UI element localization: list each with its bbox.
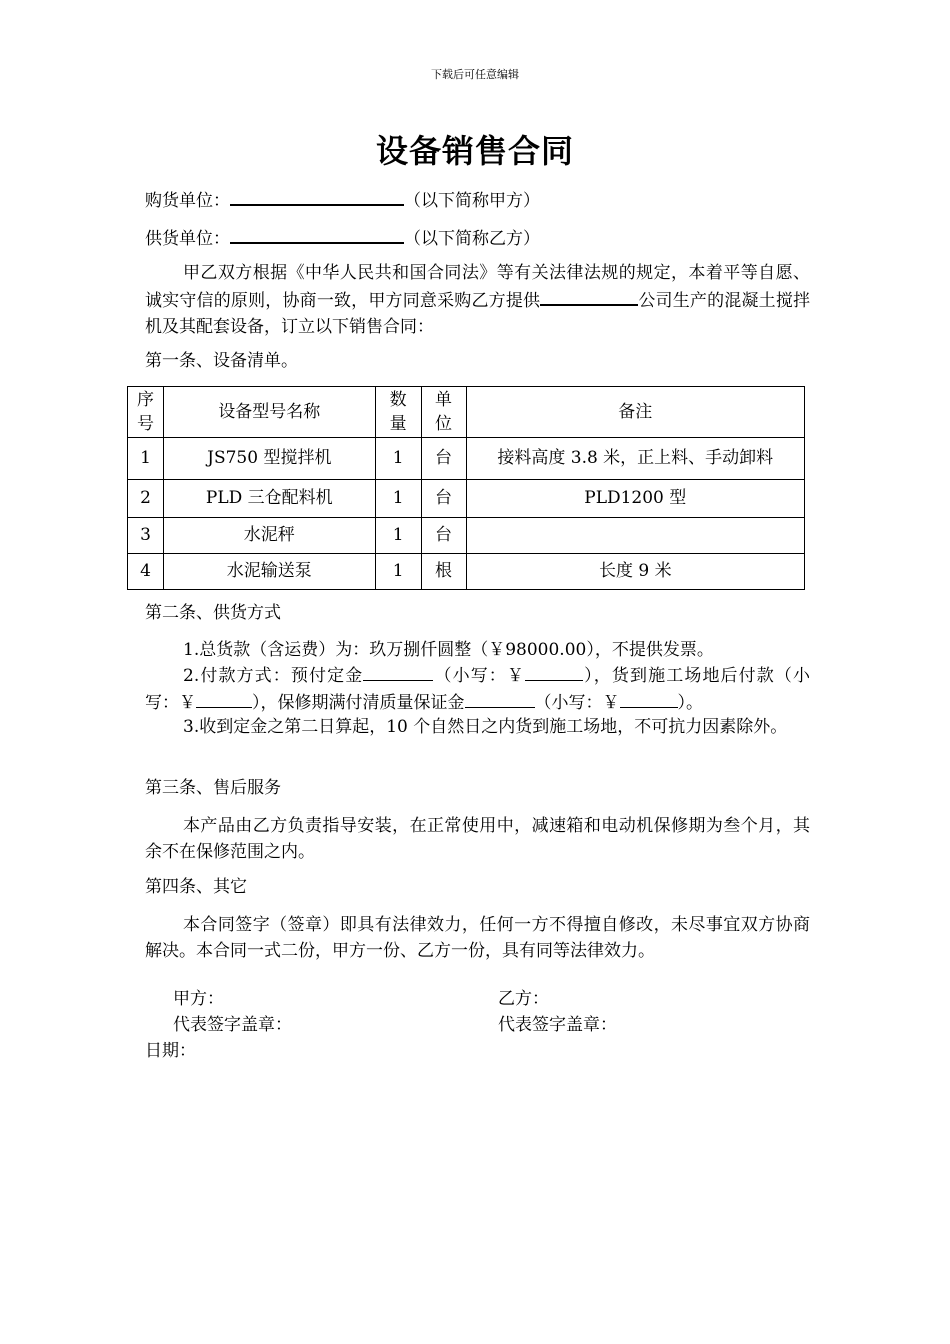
row-note: 接料高度 3.8 米，正上料、手动卸料 xyxy=(466,438,804,480)
header-qty xyxy=(375,387,421,438)
header-qty-text: 数量 xyxy=(389,389,407,434)
supplier-company-blank[interactable] xyxy=(540,286,638,306)
warranty-deposit-blank[interactable] xyxy=(465,689,535,708)
buyer-blank[interactable] xyxy=(230,186,404,206)
buyer-line xyxy=(145,186,810,214)
row-unit: 台 xyxy=(421,438,466,480)
deposit-blank[interactable] xyxy=(363,662,433,681)
row-qty: 1 xyxy=(375,518,421,554)
table-row xyxy=(128,438,805,480)
item2-e: （小写：￥ xyxy=(534,693,620,713)
row-note xyxy=(466,518,804,554)
row-no: 2 xyxy=(128,480,164,518)
document-title: 设备销售合同 xyxy=(375,132,574,170)
article2-item2 xyxy=(145,662,810,716)
delivery-amount-blank[interactable] xyxy=(196,689,252,708)
item2-a: 2.付款方式：预付定金 xyxy=(183,666,364,686)
article2-item1: 1.总货款（含运费）为：玖万捌仟圆整（￥98000.00），不提供发票。 xyxy=(183,640,714,660)
row-name: 水泥秤 xyxy=(163,518,375,554)
header-unit xyxy=(421,387,466,438)
row-no: 4 xyxy=(128,554,164,590)
seller-label: 供货单位： xyxy=(145,229,230,249)
table-row xyxy=(128,518,805,554)
deposit-amount-blank[interactable] xyxy=(525,662,583,681)
seller-suffix: （以下简称乙方） xyxy=(404,229,540,249)
warranty-amount-blank[interactable] xyxy=(620,689,678,708)
row-name: JS750 型搅拌机 xyxy=(163,438,375,480)
row-name: 水泥输送泵 xyxy=(163,554,375,590)
item2-d: ），保修期满付清质量保证金 xyxy=(252,693,465,713)
row-no: 3 xyxy=(128,518,164,554)
item2-b: （小写：￥ xyxy=(433,666,526,686)
seller-line xyxy=(145,224,810,252)
header-unit-text: 单位 xyxy=(435,389,453,434)
equipment-table xyxy=(127,386,805,590)
intro-paragraph xyxy=(145,260,810,340)
date-label: 日期： xyxy=(145,1041,196,1061)
header-note: 下载后可任意编辑 xyxy=(431,68,519,81)
header-no-text: 序号 xyxy=(136,389,154,434)
rep-a-label: 代表签字盖章： xyxy=(173,1015,292,1035)
row-note: PLD1200 型 xyxy=(466,480,804,518)
table-row xyxy=(128,480,805,518)
header-no xyxy=(128,387,164,438)
seller-blank[interactable] xyxy=(230,224,404,244)
article2-item3: 3.收到定金之第二日算起，10 个自然日之内货到施工场地，不可抗力因素除外。 xyxy=(183,717,788,737)
party-b-label: 乙方： xyxy=(498,989,549,1009)
row-no: 1 xyxy=(128,438,164,480)
article3-body: 本产品由乙方负责指导安装，在正常使用中，减速箱和电动机保修期为叁个月，其余不在保修范围之内。 xyxy=(145,816,810,862)
intro-part2: 公司生产的混凝土搅拌机及其配套设备，订立以下销售合同： xyxy=(145,291,811,337)
row-qty: 1 xyxy=(375,554,421,590)
article4-body: 本合同签字（签章）即具有法律效力，任何一方不得擅自修改，未尽事宜双方协商解决。本合同一式二份，甲方一份、乙方一份，具有同等法律效力。 xyxy=(145,915,810,961)
row-unit: 台 xyxy=(421,480,466,518)
item2-c: ），货到施工场地后付款（小写：￥ xyxy=(145,666,811,713)
rep-b-label: 代表签字盖章： xyxy=(498,1015,617,1035)
row-unit: 根 xyxy=(421,554,466,590)
row-note: 长度 9 米 xyxy=(466,554,804,590)
article3-title: 第三条、售后服务 xyxy=(145,778,281,798)
article1-title: 第一条、设备清单。 xyxy=(145,351,298,371)
header-name: 设备型号名称 xyxy=(163,387,375,438)
row-name: PLD 三仓配料机 xyxy=(163,480,375,518)
article2-title: 第二条、供货方式 xyxy=(145,603,281,623)
header-note: 备注 xyxy=(466,387,804,438)
row-unit: 台 xyxy=(421,518,466,554)
article4-title: 第四条、其它 xyxy=(145,877,247,897)
row-qty: 1 xyxy=(375,438,421,480)
row-qty: 1 xyxy=(375,480,421,518)
table-header-row xyxy=(128,387,805,438)
party-a-label: 甲方： xyxy=(173,989,224,1009)
intro-part1: 甲乙双方根据《中华人民共和国合同法》等有关法律法规的规定，本着平等自愿、诚实守信的原则，协商一致，甲方同意采购乙方提供 xyxy=(145,263,810,311)
item2-f: ）。 xyxy=(677,693,703,713)
table-row xyxy=(128,554,805,590)
buyer-suffix: （以下简称甲方） xyxy=(404,191,540,211)
buyer-label: 购货单位： xyxy=(145,191,230,211)
